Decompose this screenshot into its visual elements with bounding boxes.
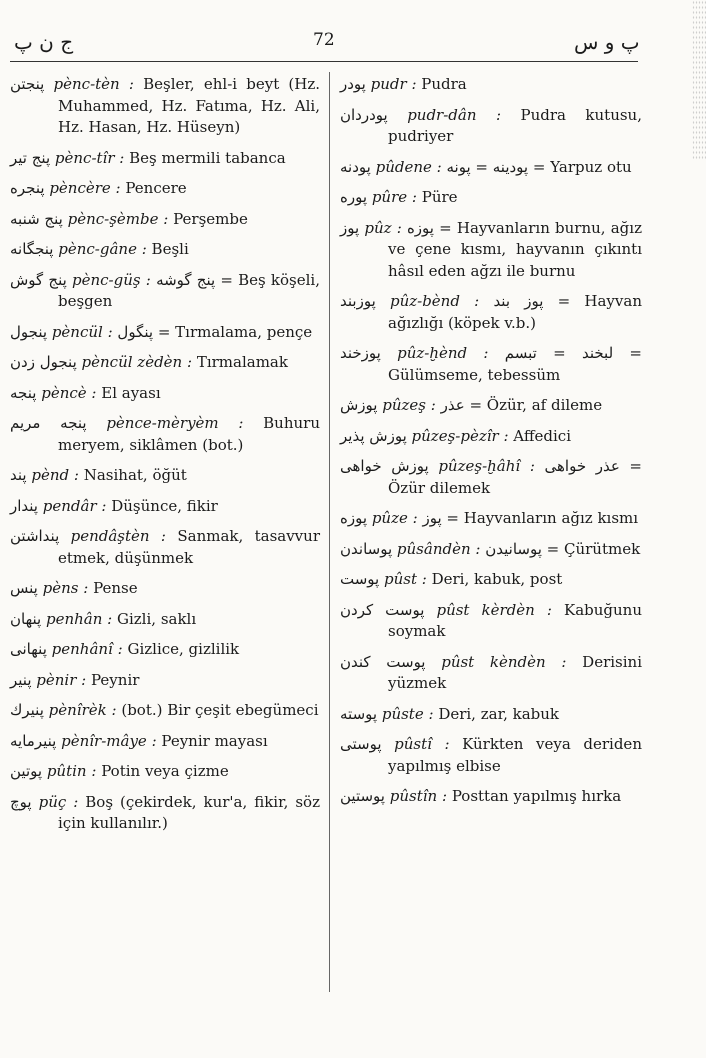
- entry-definition: پوزه = Hayvanların burnu, ağız ve çene kısmı, hayvanın çıkıntı hâsıl eden ağzı ile burnu: [388, 218, 642, 280]
- entry-definition: Gizli, saklı: [117, 609, 197, 628]
- entry-transliteration: pènc-gâne :: [58, 240, 147, 258]
- dictionary-entry: [10, 761, 320, 783]
- entry-definition: Boş (çekirdek, kur'a, fikir, söz için kullanılır.): [58, 792, 320, 832]
- entry-transliteration: pènd :: [31, 466, 79, 484]
- entry-transliteration: pûtin :: [46, 762, 97, 780]
- entry-persian-word: پوزبند: [340, 292, 376, 310]
- entry-definition: Deri, zar, kabuk: [438, 704, 560, 723]
- entry-transliteration: püç :: [38, 792, 79, 811]
- entry-definition: Pudra kutusu, pudriyer: [388, 105, 642, 145]
- entry-transliteration: pûst kèrdèn :: [436, 600, 552, 619]
- entry-persian-word: پودر: [340, 75, 366, 93]
- entry-transliteration: pûstîn :: [389, 787, 448, 805]
- entry-transliteration: pûste :: [381, 704, 434, 723]
- dictionary-entry: [10, 322, 320, 344]
- entry-persian-word: پنجه: [10, 383, 37, 402]
- entry-persian-word: پنج تیر: [10, 148, 51, 167]
- entry-definition: عذر خواهی = Özür dilemek: [388, 457, 642, 497]
- entry-definition: Deri, kabuk, post: [431, 570, 563, 588]
- entry-persian-word: پوست کندن: [340, 652, 426, 671]
- dictionary-entry: [340, 187, 642, 209]
- entry-definition: Pense: [93, 579, 138, 597]
- entry-transliteration: pènc-tèn :: [53, 75, 134, 93]
- dictionary-entry: [10, 700, 320, 722]
- entry-persian-word: پوزش خواهی: [340, 457, 429, 475]
- dictionary-entry: [10, 352, 320, 374]
- entry-transliteration: pûst :: [384, 570, 427, 588]
- entry-definition: Pudra: [421, 75, 467, 93]
- entry-definition: Sanmak, tasavvur etmek, düşünmek: [58, 527, 320, 567]
- dictionary-entry: [340, 569, 642, 591]
- header-rule: [10, 61, 638, 62]
- right-column: [340, 74, 642, 817]
- entry-persian-word: پوزه: [340, 509, 368, 527]
- entry-transliteration: pèncère :: [49, 179, 121, 197]
- entry-transliteration: pûsândèn :: [396, 539, 481, 558]
- dictionary-entry: [340, 734, 642, 777]
- entry-persian-word: پنج گوش: [10, 270, 67, 289]
- dictionary-entry: [10, 639, 320, 661]
- entry-definition: Pencere: [125, 179, 187, 197]
- page-header: [0, 30, 706, 58]
- entry-transliteration: pûzeş-ḫâhî :: [438, 457, 535, 475]
- entry-definition: Derisini yüzmek: [388, 652, 642, 692]
- entry-persian-word: پنیرك: [10, 701, 44, 719]
- entry-definition: Posttan yapılmış hırka: [451, 787, 622, 805]
- left-column: [10, 74, 320, 844]
- dictionary-entry: [10, 178, 320, 200]
- entry-definition: پنج گوشه = Beş köşeli, beşgen: [58, 270, 320, 310]
- entry-definition: پنگول = Tırmalama, pençe: [117, 322, 313, 341]
- dictionary-entry: [340, 508, 642, 530]
- entry-transliteration: pûz-bènd :: [389, 292, 480, 310]
- entry-definition: لبخند = تبسم = Gülümseme, tebessüm: [388, 344, 642, 384]
- dictionary-entry: [340, 652, 642, 695]
- dictionary-entry: [340, 291, 642, 334]
- entry-transliteration: pèncül zèdèn :: [81, 353, 193, 371]
- entry-definition: Beş mermili tabanca: [129, 148, 286, 167]
- entry-persian-word: پوتین: [10, 762, 43, 780]
- entry-persian-word: پنجه مریم: [10, 414, 87, 432]
- dictionary-entry: [10, 609, 320, 631]
- entry-persian-word: پوست کردن: [340, 600, 425, 619]
- entry-transliteration: pûzeş :: [382, 396, 436, 414]
- page-number: 72: [313, 30, 335, 50]
- entry-persian-word: پنجول: [10, 322, 48, 341]
- entry-persian-word: پنج شنبه: [10, 209, 63, 228]
- entry-persian-word: پنداشتن: [10, 527, 60, 545]
- entry-persian-word: پنجتن: [10, 75, 45, 93]
- dictionary-entry: [10, 383, 320, 405]
- entry-definition: Düşünce, fikir: [111, 496, 218, 515]
- entry-persian-word: پوزخند: [340, 344, 381, 362]
- entry-transliteration: pudr :: [370, 75, 417, 93]
- entry-persian-word: پند: [10, 466, 27, 484]
- dictionary-entry: [340, 786, 642, 808]
- dictionary-entry: [340, 456, 642, 499]
- dictionary-entry: [340, 343, 642, 386]
- entry-persian-word: پوره: [340, 188, 368, 206]
- dictionary-entry: [10, 209, 320, 231]
- entry-transliteration: pènîr-mâye :: [61, 731, 157, 750]
- dictionary-entry: [10, 270, 320, 313]
- dictionary-entry: [10, 496, 320, 518]
- entry-persian-word: پودنه: [340, 157, 371, 176]
- entry-transliteration: pènc-tîr :: [54, 148, 125, 167]
- entry-transliteration: pûdene :: [375, 157, 442, 176]
- dictionary-entry: [340, 218, 642, 283]
- header-left-letters: ج ن پ: [14, 30, 74, 54]
- dictionary-entry: [10, 792, 320, 835]
- entry-transliteration: pûre :: [371, 188, 417, 206]
- entry-definition: Püre: [421, 188, 458, 206]
- entry-persian-word: پوزش پذیر: [340, 426, 407, 445]
- entry-definition: Peynir: [91, 670, 140, 689]
- entry-persian-word: پندار: [10, 496, 38, 515]
- dictionary-entry: [340, 704, 642, 726]
- entry-definition: Gizlice, gizlilik: [127, 640, 240, 658]
- dictionary-entry: [340, 74, 642, 96]
- entry-transliteration: pènc-güş :: [72, 270, 151, 289]
- entry-persian-word: پنهانی: [10, 640, 47, 658]
- entry-persian-word: پوز: [340, 218, 360, 237]
- entry-transliteration: pènîrèk :: [48, 701, 117, 719]
- entry-transliteration: pudr-dân :: [407, 105, 502, 124]
- dictionary-entry: [340, 539, 642, 561]
- entry-transliteration: pèncè :: [41, 383, 97, 402]
- entry-definition: Perşembe: [173, 209, 248, 228]
- entry-definition: پوز بند = Hayvan ağızlığı (köpek v.b.): [388, 292, 642, 332]
- dictionary-entry: [340, 426, 642, 448]
- entry-transliteration: pûz :: [364, 218, 402, 237]
- dictionary-entry: [10, 465, 320, 487]
- dictionary-entry: [10, 148, 320, 170]
- entry-persian-word: پنیرمایه: [10, 731, 57, 750]
- entry-transliteration: pènc-şèmbe :: [67, 209, 169, 228]
- dictionary-entry: [340, 157, 642, 179]
- entry-definition: Kürkten veya deriden yapılmış elbise: [388, 735, 642, 775]
- entry-transliteration: penhân :: [45, 609, 113, 628]
- entry-definition: Beşli: [151, 240, 189, 258]
- entry-definition: Beşler, ehl-i beyt (Hz. Muhammed, Hz. Fatıma, Hz. Ali, Hz. Hasan, Hz. Hüseyn): [58, 75, 320, 136]
- entry-definition: Potin veya çizme: [101, 762, 229, 780]
- entry-persian-word: پودردان: [340, 105, 388, 124]
- dictionary-entry: [10, 670, 320, 692]
- dictionary-entry: [340, 105, 642, 148]
- entry-definition: عذر = Özür, af dileme: [440, 396, 603, 414]
- entry-transliteration: pendâr :: [42, 496, 107, 515]
- dictionary-entry: [340, 395, 642, 417]
- entry-transliteration: penhânî :: [51, 640, 123, 658]
- entry-persian-word: پنجگانه: [10, 240, 54, 258]
- entry-transliteration: pènir :: [36, 670, 87, 689]
- column-divider: [329, 72, 330, 992]
- entry-definition: پوسانیدن = Çürütmek: [485, 539, 641, 558]
- entry-definition: Tırmalamak: [196, 353, 288, 371]
- entry-definition: Peynir mayası: [161, 731, 268, 750]
- entry-persian-word: پوزش: [340, 396, 378, 414]
- entry-transliteration: pûzeş-pèzîr :: [411, 426, 509, 445]
- entry-definition: پودینه = پونه = Yarpuz otu: [446, 157, 632, 176]
- dictionary-entry: [340, 600, 642, 643]
- entry-persian-word: پنس: [10, 579, 38, 597]
- entry-definition: پوز = Hayvanların ağız kısmı: [422, 509, 639, 527]
- entry-persian-word: پوچ: [10, 792, 32, 811]
- entry-persian-word: پنجول زدن: [10, 353, 77, 371]
- margin-speckle: [692, 0, 706, 160]
- entry-transliteration: pûst kèndèn :: [441, 652, 567, 671]
- entry-transliteration: pûze :: [371, 509, 418, 527]
- dictionary-entry: [10, 578, 320, 600]
- entry-definition: Nasihat, öğüt: [83, 466, 187, 484]
- entry-definition: Buhuru meryem, siklâmen (bot.): [58, 414, 320, 454]
- dictionary-entry: [10, 239, 320, 261]
- entry-persian-word: پوستی: [340, 735, 382, 753]
- entry-persian-word: پوسته: [340, 704, 378, 723]
- header-right-letters: پ و س: [574, 30, 640, 54]
- entry-definition: Affedici: [513, 426, 571, 445]
- dictionary-entry: [10, 74, 320, 139]
- entry-persian-word: پنجره: [10, 179, 45, 197]
- entry-persian-word: پنهان: [10, 609, 42, 628]
- entry-persian-word: پنیر: [10, 670, 32, 689]
- entry-transliteration: pendâştèn :: [70, 527, 166, 545]
- entry-transliteration: pèncül :: [51, 322, 113, 341]
- entry-definition: El ayası: [101, 383, 161, 402]
- entry-persian-word: پوست: [340, 570, 380, 588]
- entry-definition: (bot.) Bir çeşit ebegümeci: [121, 701, 319, 719]
- entry-definition: Kabuğunu soymak: [388, 600, 642, 640]
- dictionary-entry: [10, 526, 320, 569]
- dictionary-entry: [10, 413, 320, 456]
- dictionary-entry: [10, 731, 320, 753]
- entry-persian-word: پوستین: [340, 787, 385, 805]
- entry-transliteration: pèns :: [42, 579, 89, 597]
- entry-transliteration: pûstî :: [394, 735, 450, 753]
- entry-transliteration: pènce-mèryèm :: [106, 414, 244, 432]
- entry-persian-word: پوساندن: [340, 539, 393, 558]
- entry-transliteration: pûz-ḫènd :: [397, 344, 489, 362]
